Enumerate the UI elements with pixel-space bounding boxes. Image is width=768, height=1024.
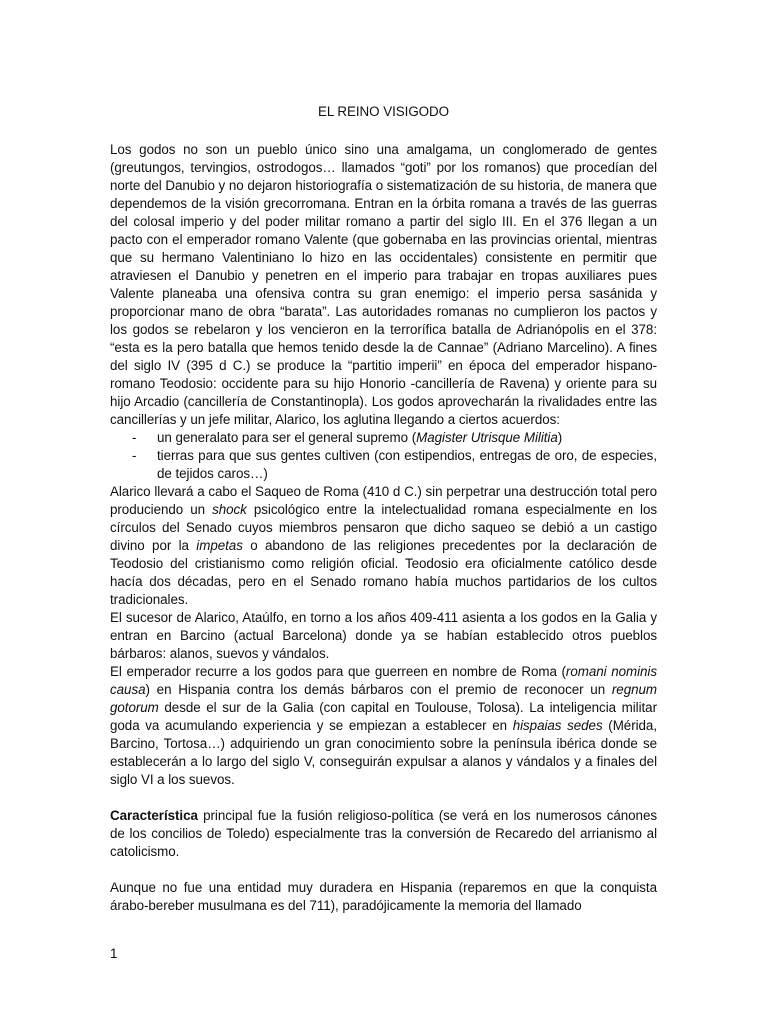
paragraph-ataulfo: El sucesor de Alarico, Ataúlfo, en torno a los años 409-411 asienta a los godos en la Galia y entran en Barcino (actual Barcelona) donde ya se habían establecido otros pueblos bárbaros: alanos, suevos y vándalos. xyxy=(110,610,657,661)
latin-term: regnum gotorum xyxy=(110,682,657,715)
emphasis: impetas xyxy=(196,538,243,553)
paragraph-duration: Aunque no fue una entidad muy duradera en Hispania (reparemos en que la conquista árabo-bereber musulmana es del 711), paradójicamente la memoria del llamado xyxy=(110,880,657,913)
paragraph-sack-of-rome: Alarico llevará a cabo el Saqueo de Roma (410 d C.) sin perpetrar una destrucción total pero produciendo un shock psicológico entre la intelectualidad romana especialmente en los círculos del Senado cuyos miembros pensaron que dicho saqueo se debió a un castigo divino por la impetas o abandono de las religiones precedentes por la declaración de Teodosio del cristianismo como religión oficial. Teodosio era oficialmente católico desde hacía dos décadas, pero en el Senado romano había muchos partidarios de los cultos tradicionales. xyxy=(110,484,657,607)
emphasis: shock xyxy=(212,502,247,517)
dash-bullet: - xyxy=(132,448,137,463)
paragraph-intro: Los godos no son un pueblo único sino una amalgama, un conglomerado de gentes (greutungos, tervingios, ostrodogos… llamados “goti” por los romanos) que procedían del norte del Danubio y no dejaron historiografía o sistematización de su historia, de manera que dependemos de la visión grecorromana. Entran en la órbita romana a través de las guerras del colosal imperio y del poder militar romano a partir del siglo III. En el 376 llegan a un pacto con el emperador romano Valente (que gobernaba en las provincias oriental, mientras que su hermano Valentiniano lo hizo en las occidentales) consistente en permitir que atraviesen el Danubio y penetren en el imperio para trabajar en tropas auxiliares pues Valente planeaba una ofensiva contra su gran enemigo: el imperio persa sasánida y proporcionar mano de obra “barata”. Las autoridades romanas no cumplieron los pactos y los godos se rebelaron y los vencieron en la terrorífica batalla de Adrianópolis en el 378: “esta es la pero batalla que hemos tenido desde la de Cannae” (Adriano Marcelino). A fines del siglo IV (395 d C.) se produce la “partitio imperii” en época del emperador hispano-romano Teodosio: occidente para su hijo Honorio -cancillería de Ravena) y oriente para su hijo Arcadio (cancillería de Constantinopla). Los godos aprovecharán la rivalidades entre las cancillerías y un jefe militar, Alarico, los aglutina llegando a ciertos acuerdos: xyxy=(110,142,657,427)
agreements-list xyxy=(110,429,657,483)
latin-term: romani nominis causa xyxy=(110,664,657,697)
page-number: 1 xyxy=(110,946,118,961)
paragraph-gap xyxy=(110,789,657,807)
paragraph-characteristic: Característica principal fue la fusión religioso-política (se verá en los numerosos cánones de los concilios de Toledo) especialmente tras la conversión de Recaredo del arrianismo al catolicismo. xyxy=(110,808,657,859)
list-item: - tierras para que sus gentes cultiven (con estipendios, entregas de oro, de especies, de tejidos caros…) xyxy=(132,448,657,481)
latin-term: Magister Utrisque Militia xyxy=(416,430,558,445)
dash-bullet: - xyxy=(132,430,137,445)
list-item: - un generalato para ser el general supremo (Magister Utrisque Militia) xyxy=(132,430,563,445)
document-body xyxy=(110,103,657,915)
bold-term: Característica xyxy=(110,808,198,823)
paragraph-gap xyxy=(110,861,657,879)
latin-term: hispaias sedes xyxy=(512,718,603,733)
document-title: EL REINO VISIGODO xyxy=(317,104,450,119)
paragraph-emperor: El emperador recurre a los godos para que guerreen en nombre de Roma (romani nominis causa) en Hispania contra los demás bárbaros con el premio de reconocer un regnum gotorum desde el sur de la Galia (con capital en Toulouse, Tolosa). La inteligencia militar goda va acumulando experiencia y se empiezan a establecer en hispaias sedes (Mérida, Barcino, Tortosa…) adquiriendo un gran conocimiento sobre la península ibérica donde se establecerán a lo largo del siglo V, conseguirán expulsar a alanos y vándalos y a finales del siglo VI a los suevos. xyxy=(110,664,658,787)
